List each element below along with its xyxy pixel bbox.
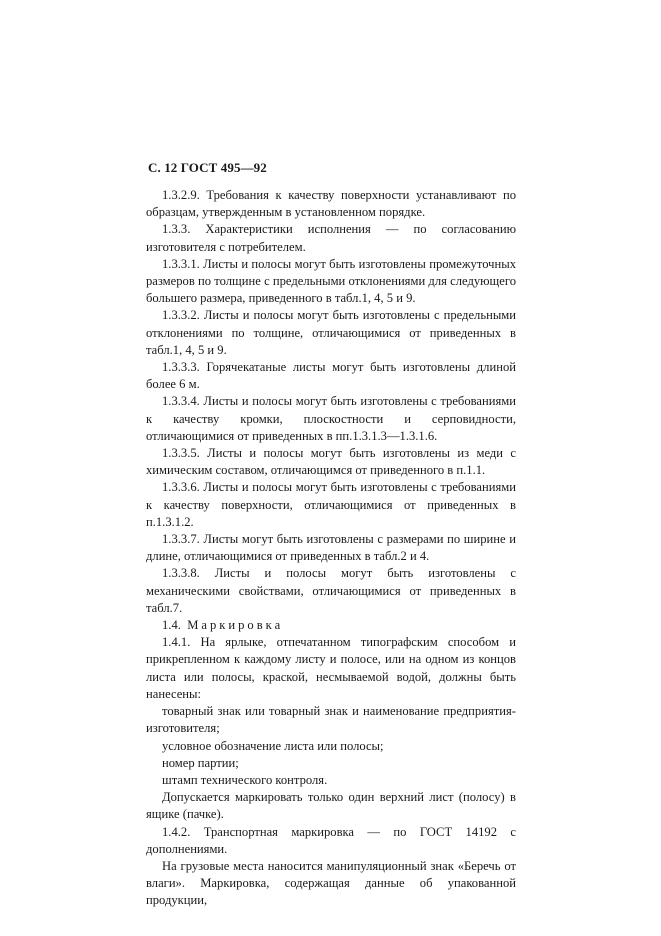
- document-body: [146, 187, 516, 910]
- list-item-batch-number: номер партии;: [162, 755, 239, 770]
- list-item-inspection-stamp: штамп технического контроля.: [162, 772, 328, 787]
- list-item-designation: условное обозначение листа или полосы;: [162, 738, 384, 753]
- paragraph-marking-allowance: Допускается маркировать только один верхний лист (полосу) в ящике (пачке).: [146, 790, 516, 822]
- section-title: Маркировка: [187, 618, 284, 633]
- paragraph-1-3-3-2: 1.3.3.2. Листы и полосы могут быть изготовлены с предельными отклонениями по толщине, отличающимися от приведенных в табл.1, 4, 5 и 9.: [146, 308, 516, 357]
- paragraph-cargo-marking: На грузовые места наносится манипуляционный знак «Беречь от влаги». Маркировка, содержащая данные об упакованной продукции,: [146, 858, 516, 908]
- paragraph-1-3-3-4: 1.3.3.4. Листы и полосы могут быть изготовлены с требованиями к качеству кромки, плоскостности и серповидности, отличающимися от приведенных в пп.1.3.1.3—1.3.1.6.: [146, 394, 516, 443]
- paragraph-1-3-3-3: 1.3.3.3. Горячекатаные листы могут быть изготовлены длиной более 6 м.: [146, 360, 516, 392]
- paragraph-1-3-3-1: 1.3.3.1. Листы и полосы могут быть изготовлены промежуточных размеров по толщине с предельными отклонениями для следующего большего размера, приведенного в табл.1, 4, 5 и 9.: [146, 256, 516, 306]
- paragraph-1-3-3-6: 1.3.3.6. Листы и полосы могут быть изготовлены с требованиями к качеству поверхности, отличающимися от приведенных в п.1.3.1.2.: [146, 480, 516, 529]
- page-header: С. 12 ГОСТ 495—92: [148, 160, 267, 175]
- paragraph-1-4-2: 1.4.2. Транспортная маркировка — по ГОСТ 14192 с дополнениями.: [146, 824, 516, 856]
- list-item-trademark: товарный знак или товарный знак и наименование предприятия-изготовителя;: [146, 704, 516, 736]
- section-number: 1.4.: [162, 618, 181, 633]
- paragraph-1-3-2-9: 1.3.2.9. Требования к качеству поверхности устанавливают по образцам, утвержденным в установленном порядке.: [146, 188, 516, 220]
- paragraph-1-3-3-5: 1.3.3.5. Листы и полосы могут быть изготовлены из меди с химическим составом, отличающимся от приведенного в п.1.1.: [146, 446, 516, 478]
- paragraph-1-3-3-7: 1.3.3.7. Листы могут быть изготовлены с размерами по ширине и длине, отличающимися от приведенных в табл.2 и 4.: [146, 532, 516, 564]
- section-heading-marking: [146, 617, 516, 634]
- paragraph-1-4-1: 1.4.1. На ярлыке, отпечатанном типографским способом и прикрепленном к каждому листу и полосе, или на одном из концов листа или полосы, краской, несмываемой водой, должны быть нанесены:: [146, 635, 516, 701]
- paragraph-1-3-3: 1.3.3. Характеристики исполнения — по согласованию изготовителя с потребителем.: [146, 222, 516, 254]
- paragraph-1-3-3-8: 1.3.3.8. Листы и полосы могут быть изготовлены с механическими свойствами, отличающимися от приведенных в табл.7.: [146, 566, 516, 615]
